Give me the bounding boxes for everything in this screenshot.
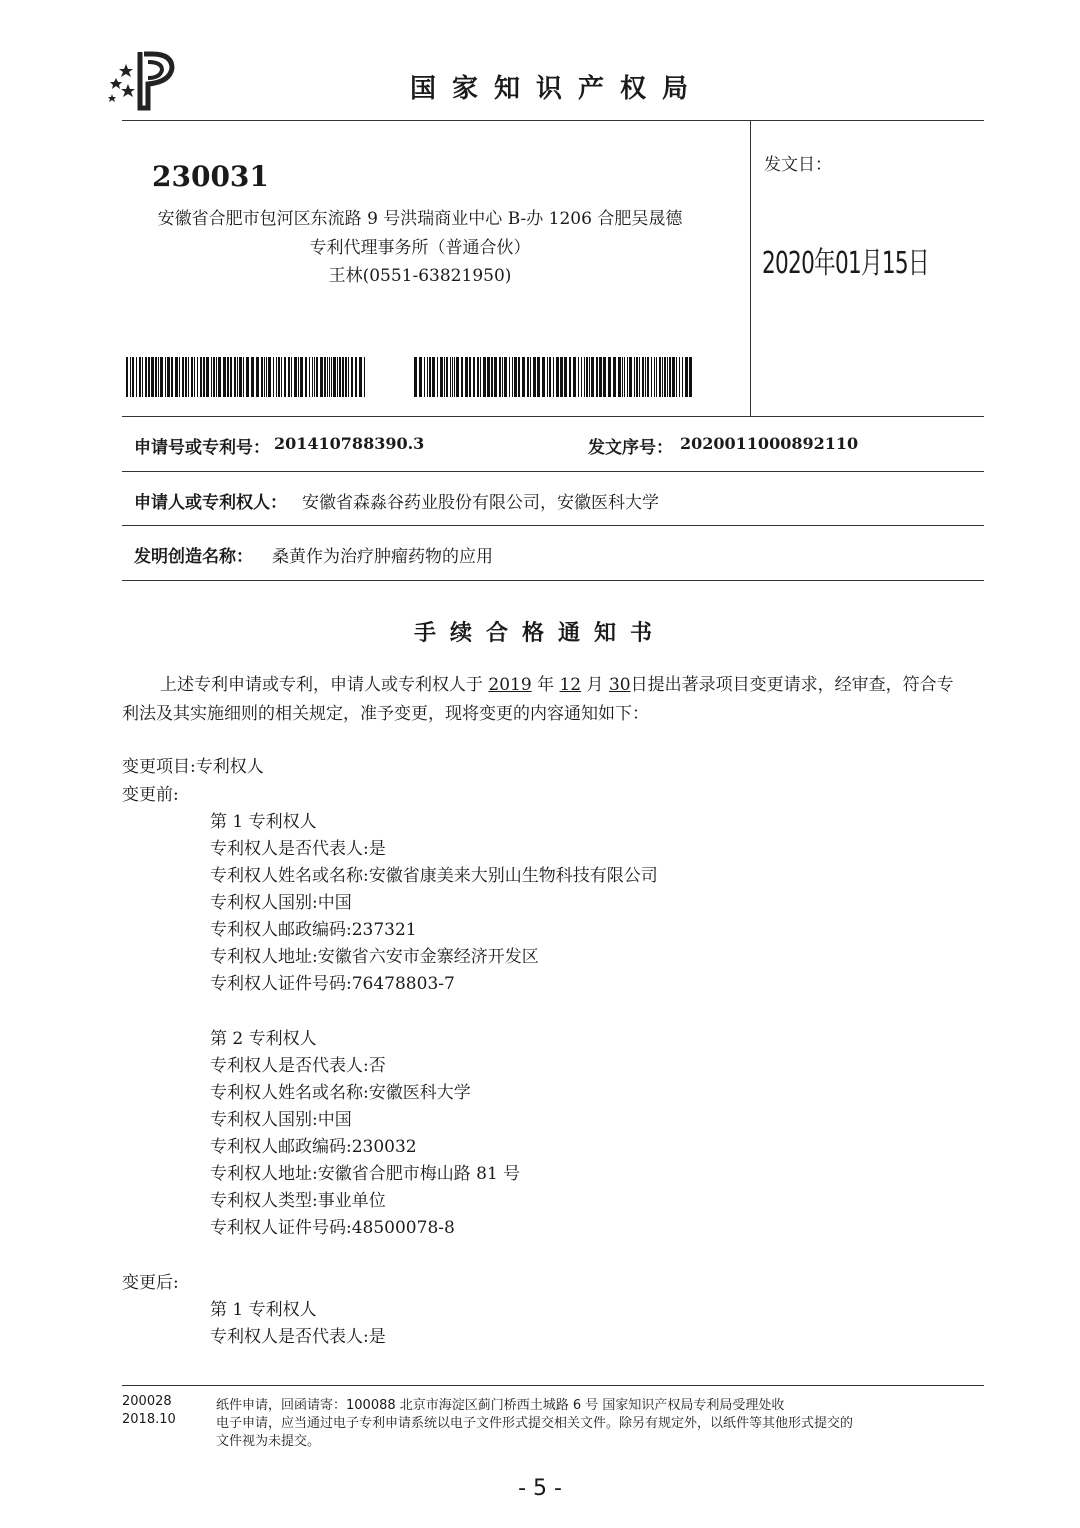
postcode: 230031 (152, 160, 269, 193)
cnipa-logo (104, 48, 184, 112)
barcode-left (126, 357, 366, 397)
application-number-label: 申请号或专利号： (134, 438, 270, 458)
row-divider-2 (122, 525, 984, 526)
notice-paragraph-line-2: 利法及其实施细则的相关规定，准予变更，现将变更的内容通知如下： (122, 704, 649, 724)
p1-text-a: 上述专利申请或专利，申请人或专利权人于 (160, 675, 483, 695)
p1-text-b: 年 (537, 675, 555, 695)
footer-line-3: 文件视为未提交。 (216, 1434, 321, 1449)
notice-paragraph-line-1 (160, 670, 954, 695)
list-item: 第 1 专利权人 (210, 1300, 317, 1320)
list-item: 专利权人邮政编码:230032 (210, 1137, 417, 1157)
list-item: 专利权人姓名或名称:安徽医科大学 (210, 1083, 471, 1103)
invention-label: 发明创造名称： (134, 547, 253, 567)
footer-line-1: 纸件申请，回函请寄：100088 北京市海淀区蓟门桥西土城路 6 号 国家知识产权局专利局受理处收 (216, 1398, 785, 1413)
address-line-3: 王林(0551-63821950) (328, 266, 512, 286)
invention-value: 桑黄作为治疗肿瘤药物的应用 (272, 547, 493, 567)
footer-line-2: 电子申请，应当通过电子专利申请系统以电子文件形式提交相关文件。除另有规定外，以纸件等其他形式提交的 (216, 1416, 854, 1431)
frame-divider (750, 120, 751, 416)
list-item: 专利权人姓名或名称:安徽省康美来大别山生物科技有限公司 (210, 866, 658, 886)
footer-divider (122, 1385, 984, 1386)
applicant-value: 安徽省森淼谷药业股份有限公司，安徽医科大学 (302, 493, 659, 513)
list-item: 专利权人邮政编码:237321 (210, 920, 417, 940)
form-code: 200028 (122, 1394, 172, 1409)
issue-date: 2020年01月15日 (762, 246, 929, 281)
before-label: 变更前: (122, 785, 179, 805)
applicant-label: 申请人或专利权人： (134, 493, 287, 513)
list-item: 专利权人国别:中国 (210, 893, 352, 913)
list-item: 专利权人证件号码:48500078-8 (210, 1218, 455, 1238)
address-line-2: 专利代理事务所（普通合伙） (309, 238, 531, 258)
notice-title: 手续合格通知书 (413, 621, 666, 646)
change-item: 变更项目:专利权人 (122, 757, 264, 777)
list-item: 专利权人是否代表人:是 (210, 839, 386, 859)
page-number: - 5 - (518, 1476, 562, 1501)
serial-number: 2020011000892110 (680, 434, 859, 453)
serial-number-label: 发文序号： (588, 438, 673, 458)
issue-date-label: 发文日： (764, 155, 832, 175)
agency-name: 国家知识产权局 (410, 74, 705, 104)
list-item: 专利权人证件号码:76478803-7 (210, 974, 455, 994)
list-item: 专利权人是否代表人:是 (210, 1327, 386, 1347)
barcode-right (414, 357, 694, 397)
list-item: 专利权人类型:事业单位 (210, 1191, 386, 1211)
row-divider-3 (122, 580, 984, 581)
request-year: 2019 (488, 675, 532, 695)
list-item: 专利权人国别:中国 (210, 1110, 352, 1130)
row-divider-1 (122, 471, 984, 472)
frame-bottom-line (122, 416, 984, 417)
application-number: 201410788390.3 (274, 434, 425, 453)
list-item: 第 1 专利权人 (210, 812, 317, 832)
after-label: 变更后: (122, 1273, 179, 1293)
form-date: 2018.10 (122, 1412, 176, 1427)
list-item: 第 2 专利权人 (210, 1029, 317, 1049)
frame-top-line (122, 120, 984, 121)
list-item: 专利权人地址:安徽省合肥市梅山路 81 号 (210, 1164, 521, 1184)
p1-text-d: 日提出著录项目变更请求，经审查，符合专 (630, 675, 954, 695)
list-item: 专利权人地址:安徽省六安市金寨经济开发区 (210, 947, 539, 967)
request-month: 12 (559, 675, 582, 695)
p1-text-c: 月 (586, 675, 604, 695)
list-item: 专利权人是否代表人:否 (210, 1056, 386, 1076)
address-line-1: 安徽省合肥市包河区东流路 9 号洪瑞商业中心 B-办 1206 合肥吴晟德 (157, 209, 683, 229)
request-day: 30 (608, 675, 631, 695)
